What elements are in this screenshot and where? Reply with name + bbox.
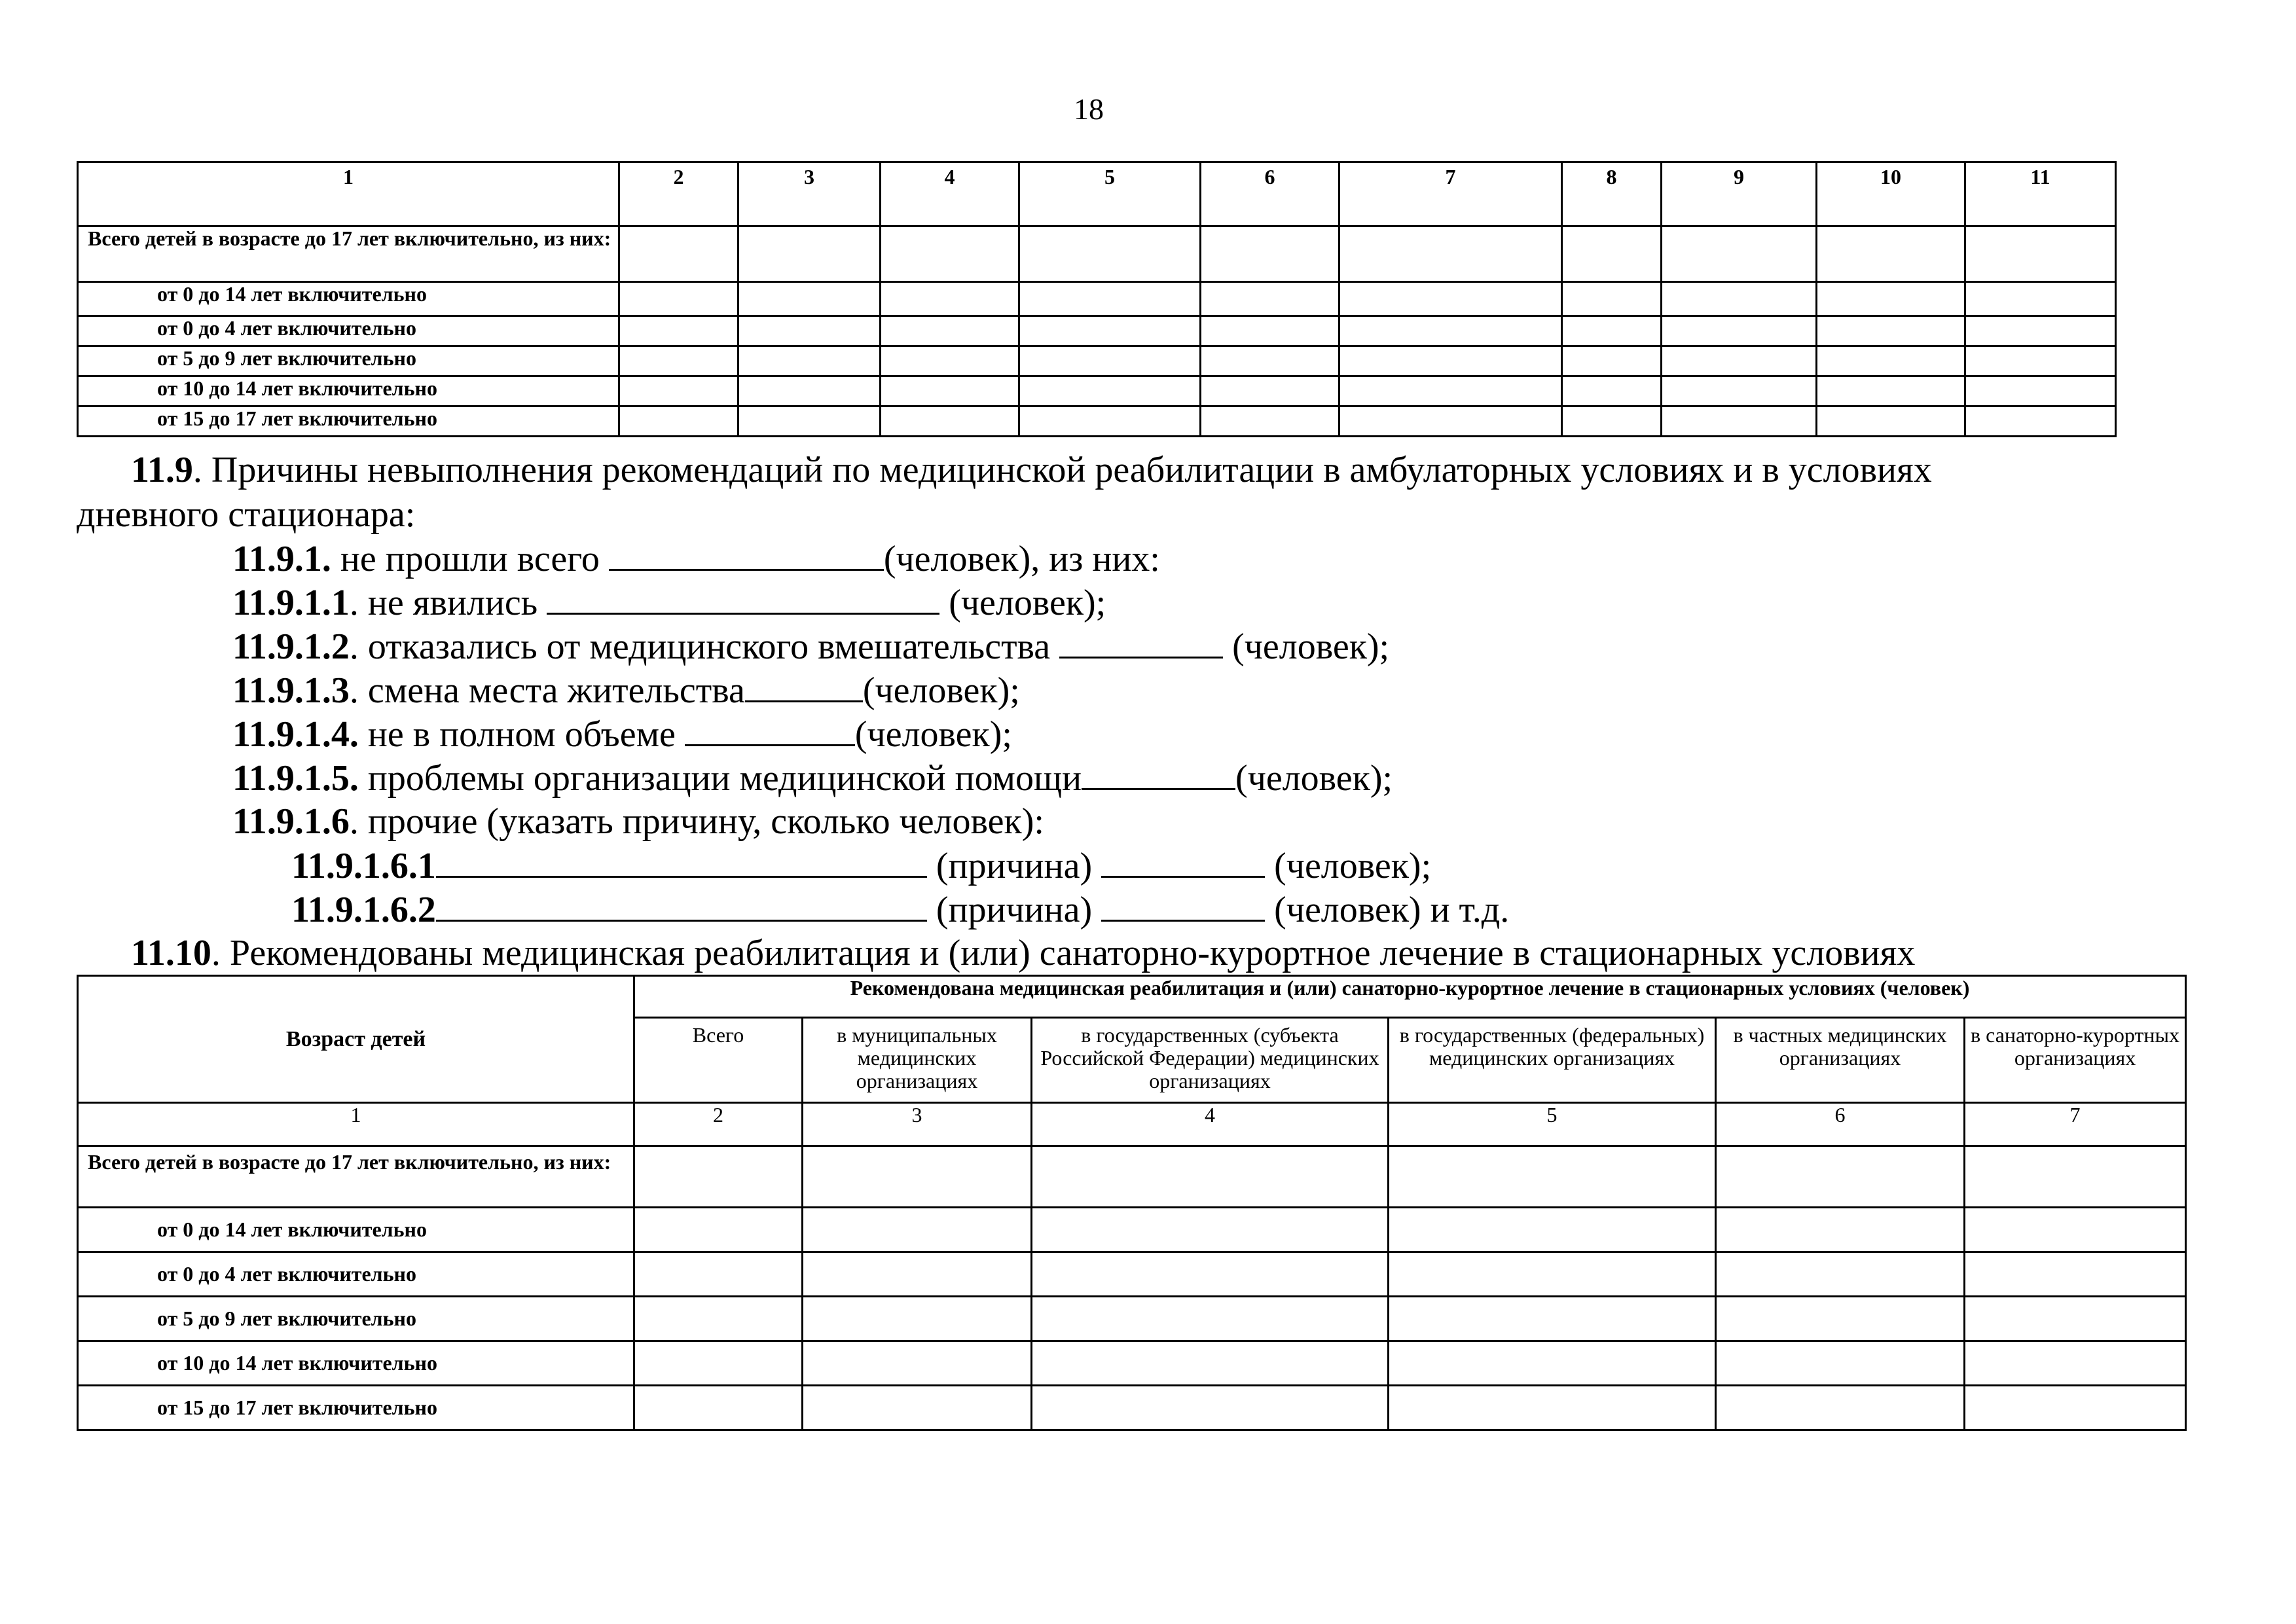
table-row	[78, 1297, 2186, 1341]
row-label: Всего детей в возрасте до 17 лет включительно, из них:	[78, 226, 619, 282]
col-number: 6	[1201, 162, 1339, 226]
blank-field[interactable]	[547, 584, 939, 615]
table-row	[78, 1208, 2186, 1252]
item-11-9-1-1: 11.9.1.1. не явились (человек);	[232, 583, 1106, 623]
col-number: 7	[1339, 162, 1562, 226]
column-header: в санаторно-курортных организациях	[1965, 1018, 2186, 1103]
col-number: 5	[1019, 162, 1201, 226]
row-label: от 10 до 14 лет включительно	[78, 376, 619, 406]
section-11-9-heading-cont: дневного стационара:	[77, 494, 416, 535]
table-row	[78, 346, 2116, 376]
item-11-9-1-4: 11.9.1.4. не в полном объеме (человек);	[232, 714, 1012, 755]
table-row	[78, 316, 2116, 346]
item-number: 11.9.1.2	[232, 626, 350, 667]
column-number-row	[78, 1103, 2186, 1146]
row-label: от 0 до 14 лет включительно	[78, 1208, 634, 1252]
item-11-9-1-6-1: 11.9.1.6.1 (причина) (человек);	[291, 846, 1432, 886]
col-number: 11	[1965, 162, 2116, 226]
table-row	[78, 406, 2116, 437]
continuation-table	[77, 161, 2117, 437]
blank-field[interactable]	[436, 847, 927, 878]
row-label: от 15 до 17 лет включительно	[78, 1386, 634, 1430]
col-number: 5	[1389, 1103, 1716, 1146]
item-number: 11.9.1.5.	[232, 758, 359, 799]
col-number: 1	[78, 162, 619, 226]
blank-field[interactable]	[745, 672, 863, 702]
row-label: от 5 до 9 лет включительно	[78, 1297, 634, 1341]
col-number: 8	[1562, 162, 1662, 226]
age-header: Возраст детей	[78, 976, 634, 1103]
item-number: 11.9.1.3	[232, 670, 350, 711]
item-11-9-1-2: 11.9.1.2. отказались от медицинского вмешательства (человек);	[232, 626, 1390, 667]
col-number: 6	[1716, 1103, 1965, 1146]
col-number: 2	[619, 162, 738, 226]
blank-field[interactable]	[685, 715, 855, 746]
item-number: 11.9.1.1	[232, 583, 350, 623]
table-row	[78, 1146, 2186, 1208]
section-11-9-heading	[131, 452, 1932, 488]
col-number: 4	[881, 162, 1019, 226]
column-number-row	[78, 162, 2116, 226]
item-11-9-1-6-2: 11.9.1.6.2 (причина) (человек) и т.д.	[291, 890, 1510, 930]
page-number: 18	[1074, 92, 1104, 126]
column-header: Всего	[634, 1018, 803, 1103]
col-number: 9	[1662, 162, 1817, 226]
item-number: 11.9.1.4.	[232, 714, 359, 755]
item-11-9-1-3: 11.9.1.3. смена места жительства (человек);	[232, 670, 1020, 711]
table-row	[78, 1252, 2186, 1297]
section-number: 11.10	[131, 933, 211, 973]
col-number: 4	[1032, 1103, 1389, 1146]
row-label: Всего детей в возрасте до 17 лет включительно, из них:	[78, 1146, 634, 1208]
blank-field[interactable]	[1082, 759, 1235, 790]
col-number: 3	[803, 1103, 1032, 1146]
item-number: 11.9.1.	[232, 539, 331, 579]
section-11-10-heading	[131, 935, 1915, 971]
column-header: в частных медицинских организациях	[1716, 1018, 1965, 1103]
blank-field[interactable]	[436, 891, 927, 922]
table-row	[78, 1386, 2186, 1430]
rehabilitation-table	[77, 975, 2187, 1431]
table-row	[78, 376, 2116, 406]
column-header: в муниципальных медицинских организациях	[803, 1018, 1032, 1103]
row-label: от 10 до 14 лет включительно	[78, 1341, 634, 1386]
table-row	[78, 282, 2116, 316]
col-number: 7	[1965, 1103, 2186, 1146]
table-row	[78, 1341, 2186, 1386]
item-number: 11.9.1.6	[232, 801, 350, 842]
row-label: от 5 до 9 лет включительно	[78, 346, 619, 376]
group-header: Рекомендована медицинская реабилитация и (или) санаторно-курортное лечение в стационарных условиях (человек)	[634, 976, 2186, 1018]
section-title: . Рекомендованы медицинская реабилитация и (или) санаторно-курортное лечение в стационарных условиях	[211, 933, 1916, 973]
row-label: от 15 до 17 лет включительно	[78, 406, 619, 437]
blank-field[interactable]	[609, 540, 884, 571]
item-number: 11.9.1.6.1	[291, 846, 436, 886]
row-label: от 0 до 4 лет включительно	[78, 316, 619, 346]
row-label: от 0 до 4 лет включительно	[78, 1252, 634, 1297]
blank-field[interactable]	[1101, 847, 1265, 878]
item-11-9-1: 11.9.1. не прошли всего (человек), из них:	[232, 539, 1160, 579]
column-header: в государственных (субъекта Российской Федерации) медицинских организациях	[1032, 1018, 1389, 1103]
section-title: . Причины невыполнения рекомендаций по медицинской реабилитации в амбулаторных условиях и в условиях	[192, 450, 1932, 490]
table-row	[78, 226, 2116, 282]
item-11-9-1-5: 11.9.1.5. проблемы организации медицинской помощи (человек);	[232, 758, 1393, 799]
col-number: 10	[1817, 162, 1965, 226]
blank-field[interactable]	[1101, 891, 1265, 922]
blank-field[interactable]	[1059, 628, 1223, 659]
item-11-9-1-6: 11.9.1.6. прочие (указать причину, сколько человек):	[232, 801, 1044, 842]
row-label: от 0 до 14 лет включительно	[78, 282, 619, 316]
item-number: 11.9.1.6.2	[291, 890, 436, 930]
column-header: в государственных (федеральных) медицинских организациях	[1389, 1018, 1716, 1103]
col-number: 2	[634, 1103, 803, 1146]
section-number: 11.9	[131, 450, 193, 490]
col-number: 3	[738, 162, 881, 226]
group-header-row	[78, 976, 2186, 1018]
col-number: 1	[78, 1103, 634, 1146]
